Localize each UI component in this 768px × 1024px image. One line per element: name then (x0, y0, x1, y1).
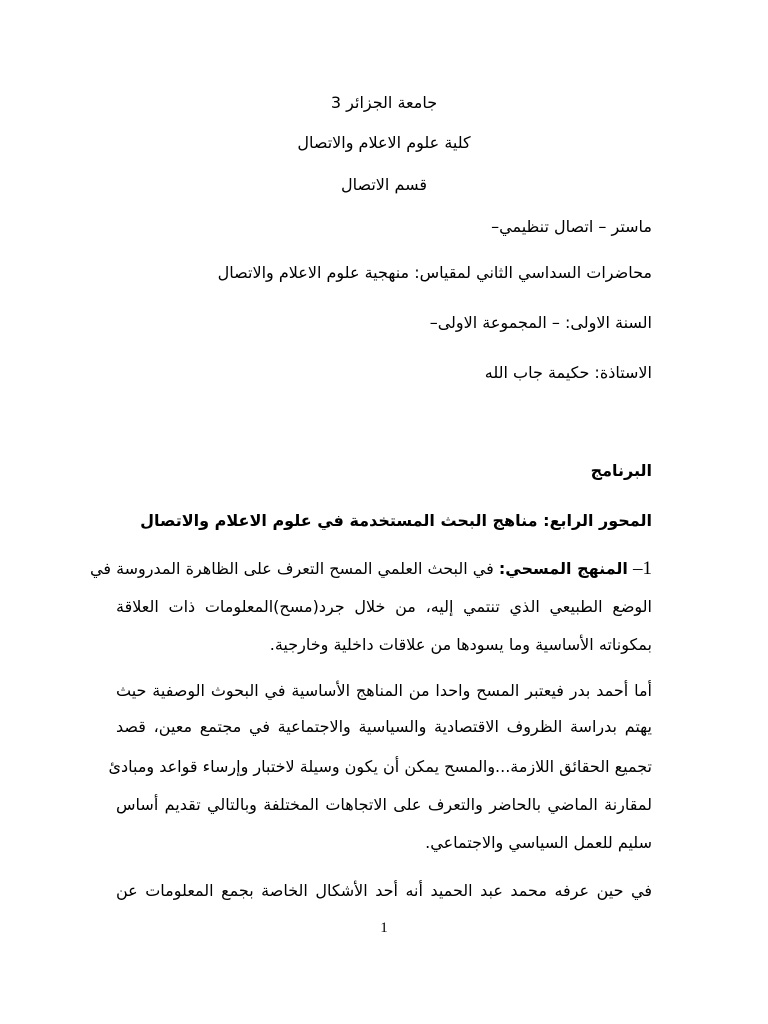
axis-title: مناهج البحث المستخدمة في علوم الاعلام والاتصال (140, 511, 538, 530)
page-number: 1 (380, 920, 388, 936)
paragraph-1-line-3: بمكوناته الأساسية وما يسودها من علاقات داخلية وخارجية. (269, 635, 652, 654)
year-label: السنة الاولى: (565, 313, 652, 332)
item-title: المنهج المسحي: (498, 559, 628, 578)
paragraph-1-text-1: في البحث العلمي المسح التعرف على الظاهرة المدروسة في (90, 559, 494, 578)
lectures-subject: منهجية علوم الاعلام والاتصال (217, 263, 410, 282)
section-title: البرنامج (590, 461, 652, 480)
university-name: جامعة الجزائر 3 (330, 93, 438, 112)
paragraph-2-line-4: لمقارنة الماضي بالحاضر والتعرف على الاتجاهات المختلفة وبالتالي تقديم أساس (116, 795, 652, 814)
paragraph-1-line-1 (90, 558, 652, 580)
axis-heading (140, 510, 652, 532)
paragraph-2-line-3: تجميع الحقائق اللازمة...والمسح يمكن أن يكون وسيلة لاختبار وإرساء قواعد ومبادئ (108, 757, 652, 776)
faculty-name: كلية علوم الاعلام والاتصال (297, 133, 471, 152)
lectures-line (218, 262, 652, 284)
paragraph-2-line-5: سليم للعمل السياسي والاجتماعي. (425, 833, 652, 852)
paragraph-2-line-1: أما أحمد بدر فيعتبر المسح واحدا من المناهج الأساسية في البحوث الوصفية حيث (116, 681, 652, 700)
year-line (430, 312, 652, 334)
lectures-label: محاضرات السداسي الثاني لمقياس: (414, 263, 652, 282)
paragraph-3-line-1: في حين عرفه محمد عبد الحميد أنه أحد الأشكال الخاصة بجمع المعلومات عن (116, 881, 652, 900)
paragraph-1-line-2: الوضع الطبيعي الذي تنتمي إليه، من خلال جرد(مسح)المعلومات ذات العلاقة (116, 597, 652, 616)
teacher-label: الاستاذة: (594, 363, 652, 382)
teacher-name: حكيمة جاب الله (484, 363, 590, 382)
program-line: ماستر – اتصال تنظيمي– (491, 217, 652, 236)
department-name: قسم الاتصال (340, 175, 428, 194)
year-group: – المجموعة الاولى– (429, 313, 560, 332)
item-number: 1– (633, 558, 652, 579)
teacher-line (485, 362, 652, 384)
axis-label: المحور الرابع: (543, 511, 652, 530)
paragraph-2-line-2: يهتم بدراسة الظروف الاقتصادية والسياسية والاجتماعية في مجتمع معين، قصد (116, 717, 652, 736)
